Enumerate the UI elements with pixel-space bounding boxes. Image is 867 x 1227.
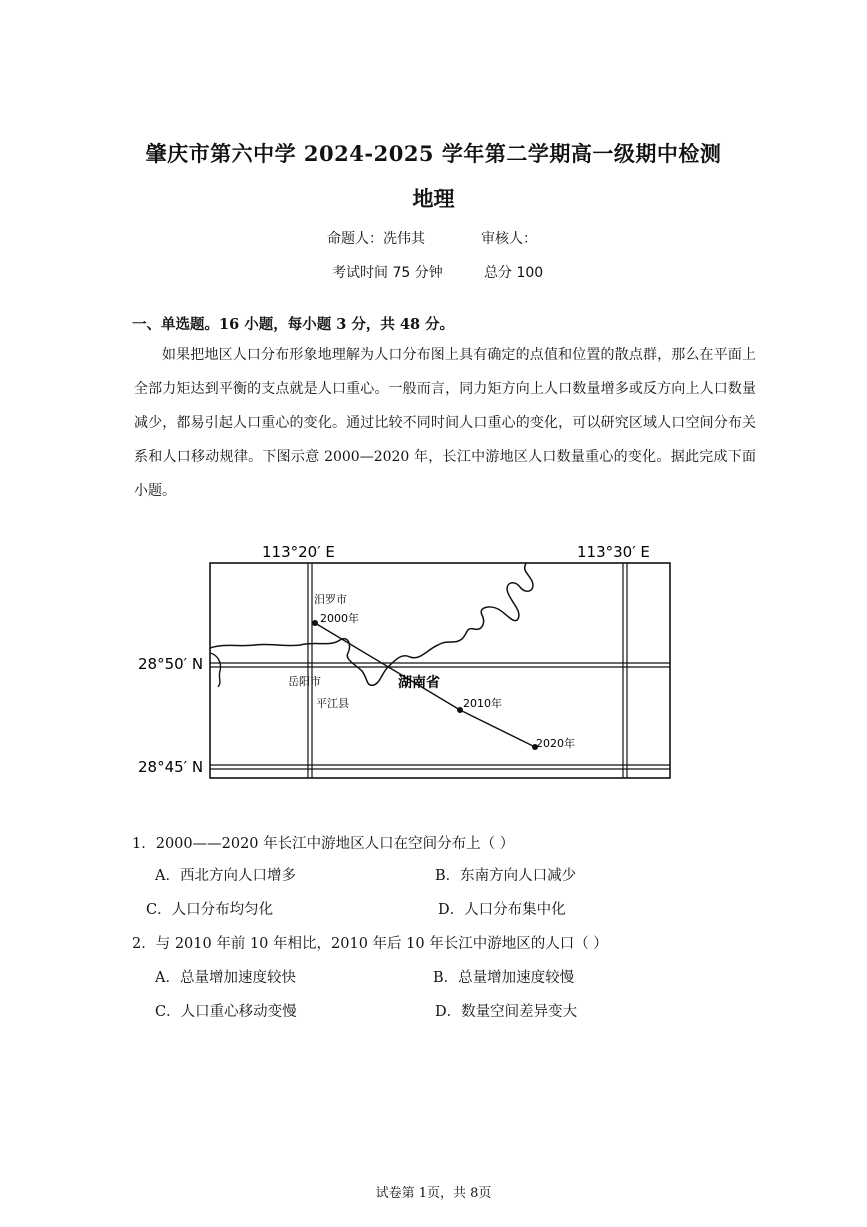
q1-option-c[interactable]: C．人口分布均匀化	[146, 902, 274, 918]
q1-option-b[interactable]: B．东南方向人口减少	[435, 868, 577, 884]
exam-time-label: 考试时间 75 分钟	[332, 265, 443, 281]
page-footer: 试卷第 1页，共 8页	[375, 1186, 492, 1201]
province-label: 湖南省	[398, 675, 440, 691]
lon-label-left: 113°20′ E	[262, 543, 335, 561]
lon-label-right: 113°30′ E	[577, 543, 650, 561]
q1-option-a[interactable]: A．西北方向人口增多	[155, 868, 296, 884]
centroid-path-2010-2020	[460, 710, 535, 747]
reading-passage	[134, 338, 756, 508]
year-2020-label: 2020年	[536, 737, 575, 750]
centroid-point-2000	[312, 620, 318, 626]
total-score-label: 总分 100	[484, 265, 544, 281]
q1-option-d[interactable]: D．人口分布集中化	[438, 902, 566, 918]
year-2010-label: 2010年	[463, 697, 502, 710]
lat-label-upper: 28°50′ N	[138, 655, 204, 673]
map-frame	[210, 563, 670, 778]
reviewer-label: 审核人：	[481, 231, 537, 247]
q2-option-a[interactable]: A．总量增加速度较快	[155, 970, 296, 986]
passage-text: 如果把地区人口分布形象地理解为人口分布图上具有确定的点值和位置的散点群，那么在平面上全部力矩达到平衡的支点就是人口重心。一般而言，同力矩方向上人口数量增多或反方向上人口数量减少，都易引起人口重心的变化。通过比较不同时间人口重心的变化，可以研究区域人口空间分布关系和人口移动规律。下图示意 2000—2020 年，长江中游地区人口数量重心的变化。据此完成下面小题。	[134, 347, 756, 499]
place-miluo: 汨罗市	[314, 593, 347, 606]
place-pingjiang: 平江县	[316, 697, 349, 710]
lat-label-lower: 28°45′ N	[138, 758, 204, 776]
q2-option-c[interactable]: C．人口重心移动变慢	[155, 1004, 297, 1020]
question-2-stem: 2．与 2010 年前 10 年相比，2010 年后 10 年长江中游地区的人口（ ）	[132, 936, 608, 952]
year-2000-label: 2000年	[320, 612, 359, 625]
q2-option-d[interactable]: D．数量空间差异变大	[435, 1004, 578, 1020]
author-label: 命题人：冼伟其	[327, 231, 425, 247]
subject-title: 地理	[412, 186, 455, 211]
section-heading: 一、单选题。16 小题，每小题 3 分，共 48 分。	[132, 316, 455, 333]
exam-title: 肇庆市第六中学 2024-2025 学年第二学期高一级期中检测	[145, 141, 722, 166]
population-centroid-map	[130, 535, 690, 785]
question-1-stem: 1．2000——2020 年长江中游地区人口在空间分布上（ ）	[132, 836, 515, 852]
place-yueyang: 岳阳市	[288, 675, 321, 688]
q2-option-b[interactable]: B．总量增加速度较慢	[433, 970, 575, 986]
